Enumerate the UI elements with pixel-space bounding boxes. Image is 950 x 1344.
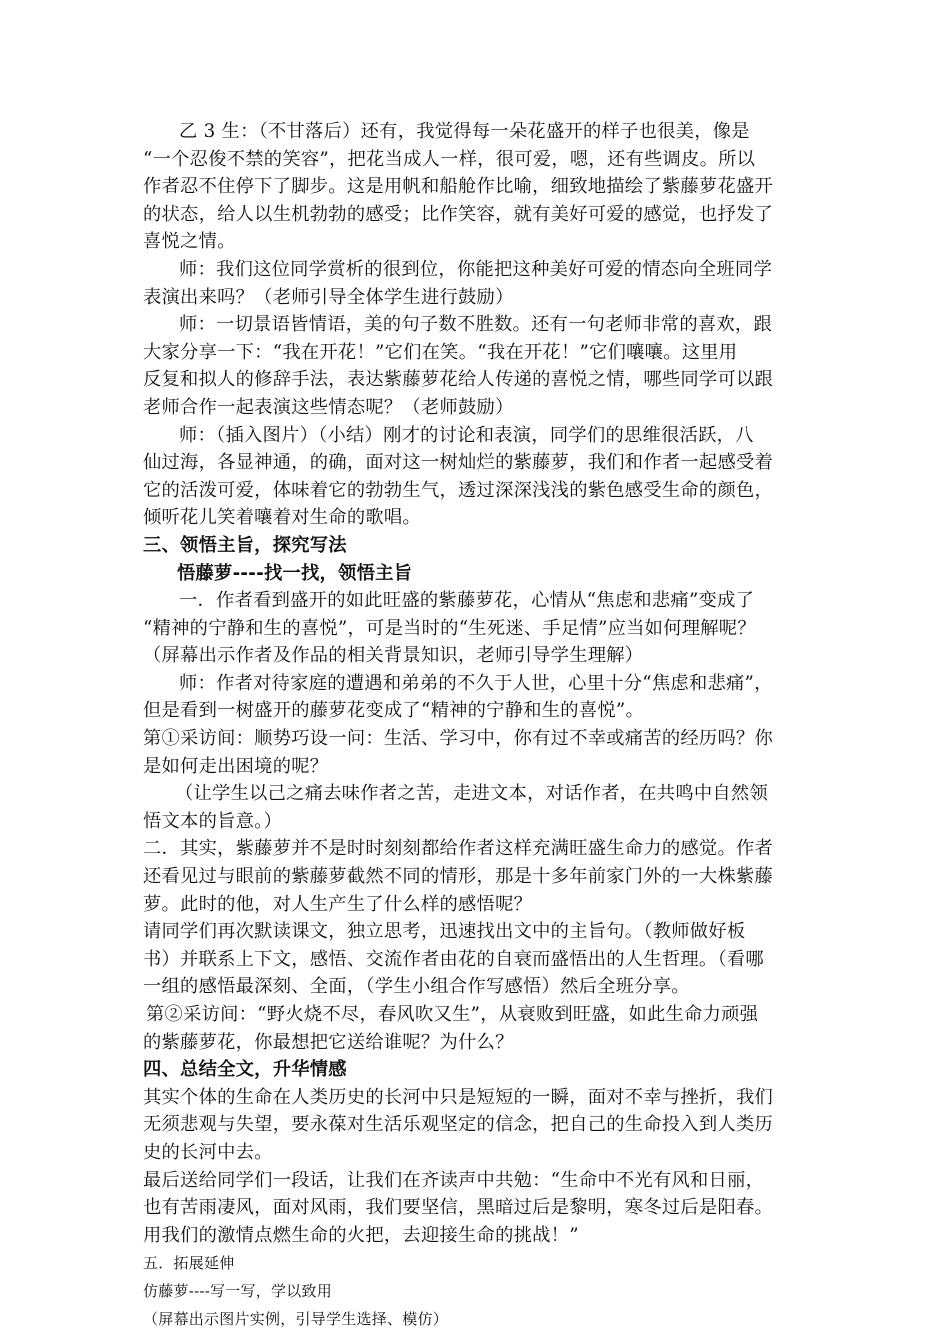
text-line: 用我们的激情点燃生命的火把，去迎接生命的挑战！”	[143, 1224, 579, 1246]
text-line: 其实个体的生命在人类历史的长河中只是短短的一瞬，面对不幸与挫折，我们	[143, 1086, 774, 1108]
text-line: 但是看到一树盛开的藤萝花变成了“精神的宁静和生的喜悦”。	[143, 700, 645, 722]
text-line: “一个忍俊不禁的笑容”，把花当成人一样，很可爱，嗯，还有些调皮。所以	[143, 148, 756, 170]
text-line: （屏幕出示作者及作品的相关背景知识，老师引导学生理解）	[143, 645, 644, 667]
text-line: 师：一切景语皆情语，美的句子数不胜数。还有一句老师非常的喜欢，跟	[179, 314, 772, 336]
text-line: 喜悦之情。	[143, 231, 236, 253]
text-line: （屏幕出示图片实例，引导学生选择、模仿）	[143, 1310, 449, 1329]
text-line: 仿藤萝----写一写，学以致用	[143, 1282, 333, 1301]
text-line: 一．作者看到盛开的如此旺盛的紫藤萝花，心情从“焦虑和悲痛”变成了	[179, 590, 755, 612]
text-line: 第②采访间：“野火烧不尽，春风吹又生”，从衰败到旺盛，如此生命力顽强	[146, 1004, 759, 1025]
text-line: 史的长河中去。	[143, 1141, 273, 1163]
text-line: 大家分享一下：“我在开花！”它们在笑。“我在开花！”它们嚷嚷。这里用	[143, 341, 738, 363]
text-line: 倾听花儿笑着嚷着对生命的歌唱。	[143, 507, 421, 529]
text-line: 是如何走出困境的呢？	[143, 755, 329, 777]
text-line: “精神的宁静和生的喜悦”，可是当时的“生死迷、手足情”应当如何理解呢？	[143, 617, 756, 639]
text-line: 无须悲观与失望，要永葆对生活乐观坚定的信念，把自己的生命投入到人类历	[143, 1114, 774, 1136]
document-body	[143, 118, 823, 1333]
text-line: 第①采访间：顺势巧设一问：生活、学习中，你有过不幸或痛苦的经历吗？你	[143, 728, 774, 750]
text-line: 萝。此时的他，对人生产生了什么样的感悟呢？	[143, 893, 533, 915]
text-line: 它的活泼可爱，体味着它的勃勃生气，透过深深浅浅的紫色感受生命的颜色，	[143, 479, 774, 501]
text-line: 也有苦雨凄风，面对风雨，我们要坚信，黑暗过后是黎明，寒冬过后是阳春。	[143, 1197, 774, 1219]
text-line: 还看见过与眼前的紫藤萝截然不同的情形，那是十多年前家门外的一大株紫藤	[143, 866, 774, 888]
text-line: 师：我们这位同学赏析的很到位，你能把这种美好可爱的情态向全班同学	[179, 258, 772, 280]
text-line: 乙 3 生：（不甘落后）还有，我觉得每一朵花盛开的样子也很美，像是	[179, 121, 750, 142]
text-line: 师：（插入图片）（小结）刚才的讨论和表演，同学们的思维很活跃，八	[179, 424, 754, 446]
text-line: 的状态，给人以生机勃勃的感受；比作笑容，就有美好可爱的感觉，也抒发了	[143, 203, 774, 225]
text-line: 反复和拟人的修辞手法，表达紫藤萝花给人传递的喜悦之情，哪些同学可以跟	[143, 369, 774, 391]
text-line: 作者忍不住停下了脚步。这是用帆和船舱作比喻，细致地描绘了紫藤萝花盛开	[143, 176, 774, 198]
section-heading: 四、总结全文，升华情感	[143, 1059, 347, 1081]
text-line: 仙过海，各显神通，的确，面对这一树灿烂的紫藤萝，我们和作者一起感受着	[143, 452, 774, 474]
text-line: 一组的感悟最深刻、全面，（学生小组合作写感悟）然后全班分享。	[143, 976, 690, 998]
text-line: 五．拓展延伸	[143, 1254, 235, 1273]
text-line: 悟文本的旨意。）	[143, 810, 283, 832]
text-line: 老师合作一起表演这些情态呢？（老师鼓励）	[143, 396, 514, 418]
text-line: 书）并联系上下文，感悟、交流作者由花的自衰而盛悟出的人生哲理。（看哪	[143, 948, 764, 970]
text-line: 表演出来吗？（老师引导全体学生进行鼓励）	[143, 286, 514, 308]
section-heading: 三、领悟主旨，探究写法	[143, 534, 347, 556]
text-line: 二．其实，紫藤萝并不是时时刻刻都给作者这样充满旺盛生命力的感觉。作者	[143, 838, 774, 860]
text-line: 师：作者对待家庭的遭遇和弟弟的不久于人世，心里十分“焦虑和悲痛”，	[179, 672, 773, 694]
text-line: 请同学们再次默读课文，独立思考，迅速找出文中的主旨句。（教师做好板	[143, 921, 746, 943]
text-line: （让学生以己之痛去味作者之苦，走进文本，对话作者，在共鸣中自然领	[175, 783, 768, 805]
subsection-heading: 悟藤萝----找一找，领悟主旨	[177, 562, 413, 584]
text-line: 最后送给同学们一段话，让我们在齐读声中共勉：“生命中不光有风和日丽，	[143, 1169, 765, 1191]
text-line: 的紫藤萝花，你最想把它送给谁呢？为什么？	[143, 1031, 514, 1053]
